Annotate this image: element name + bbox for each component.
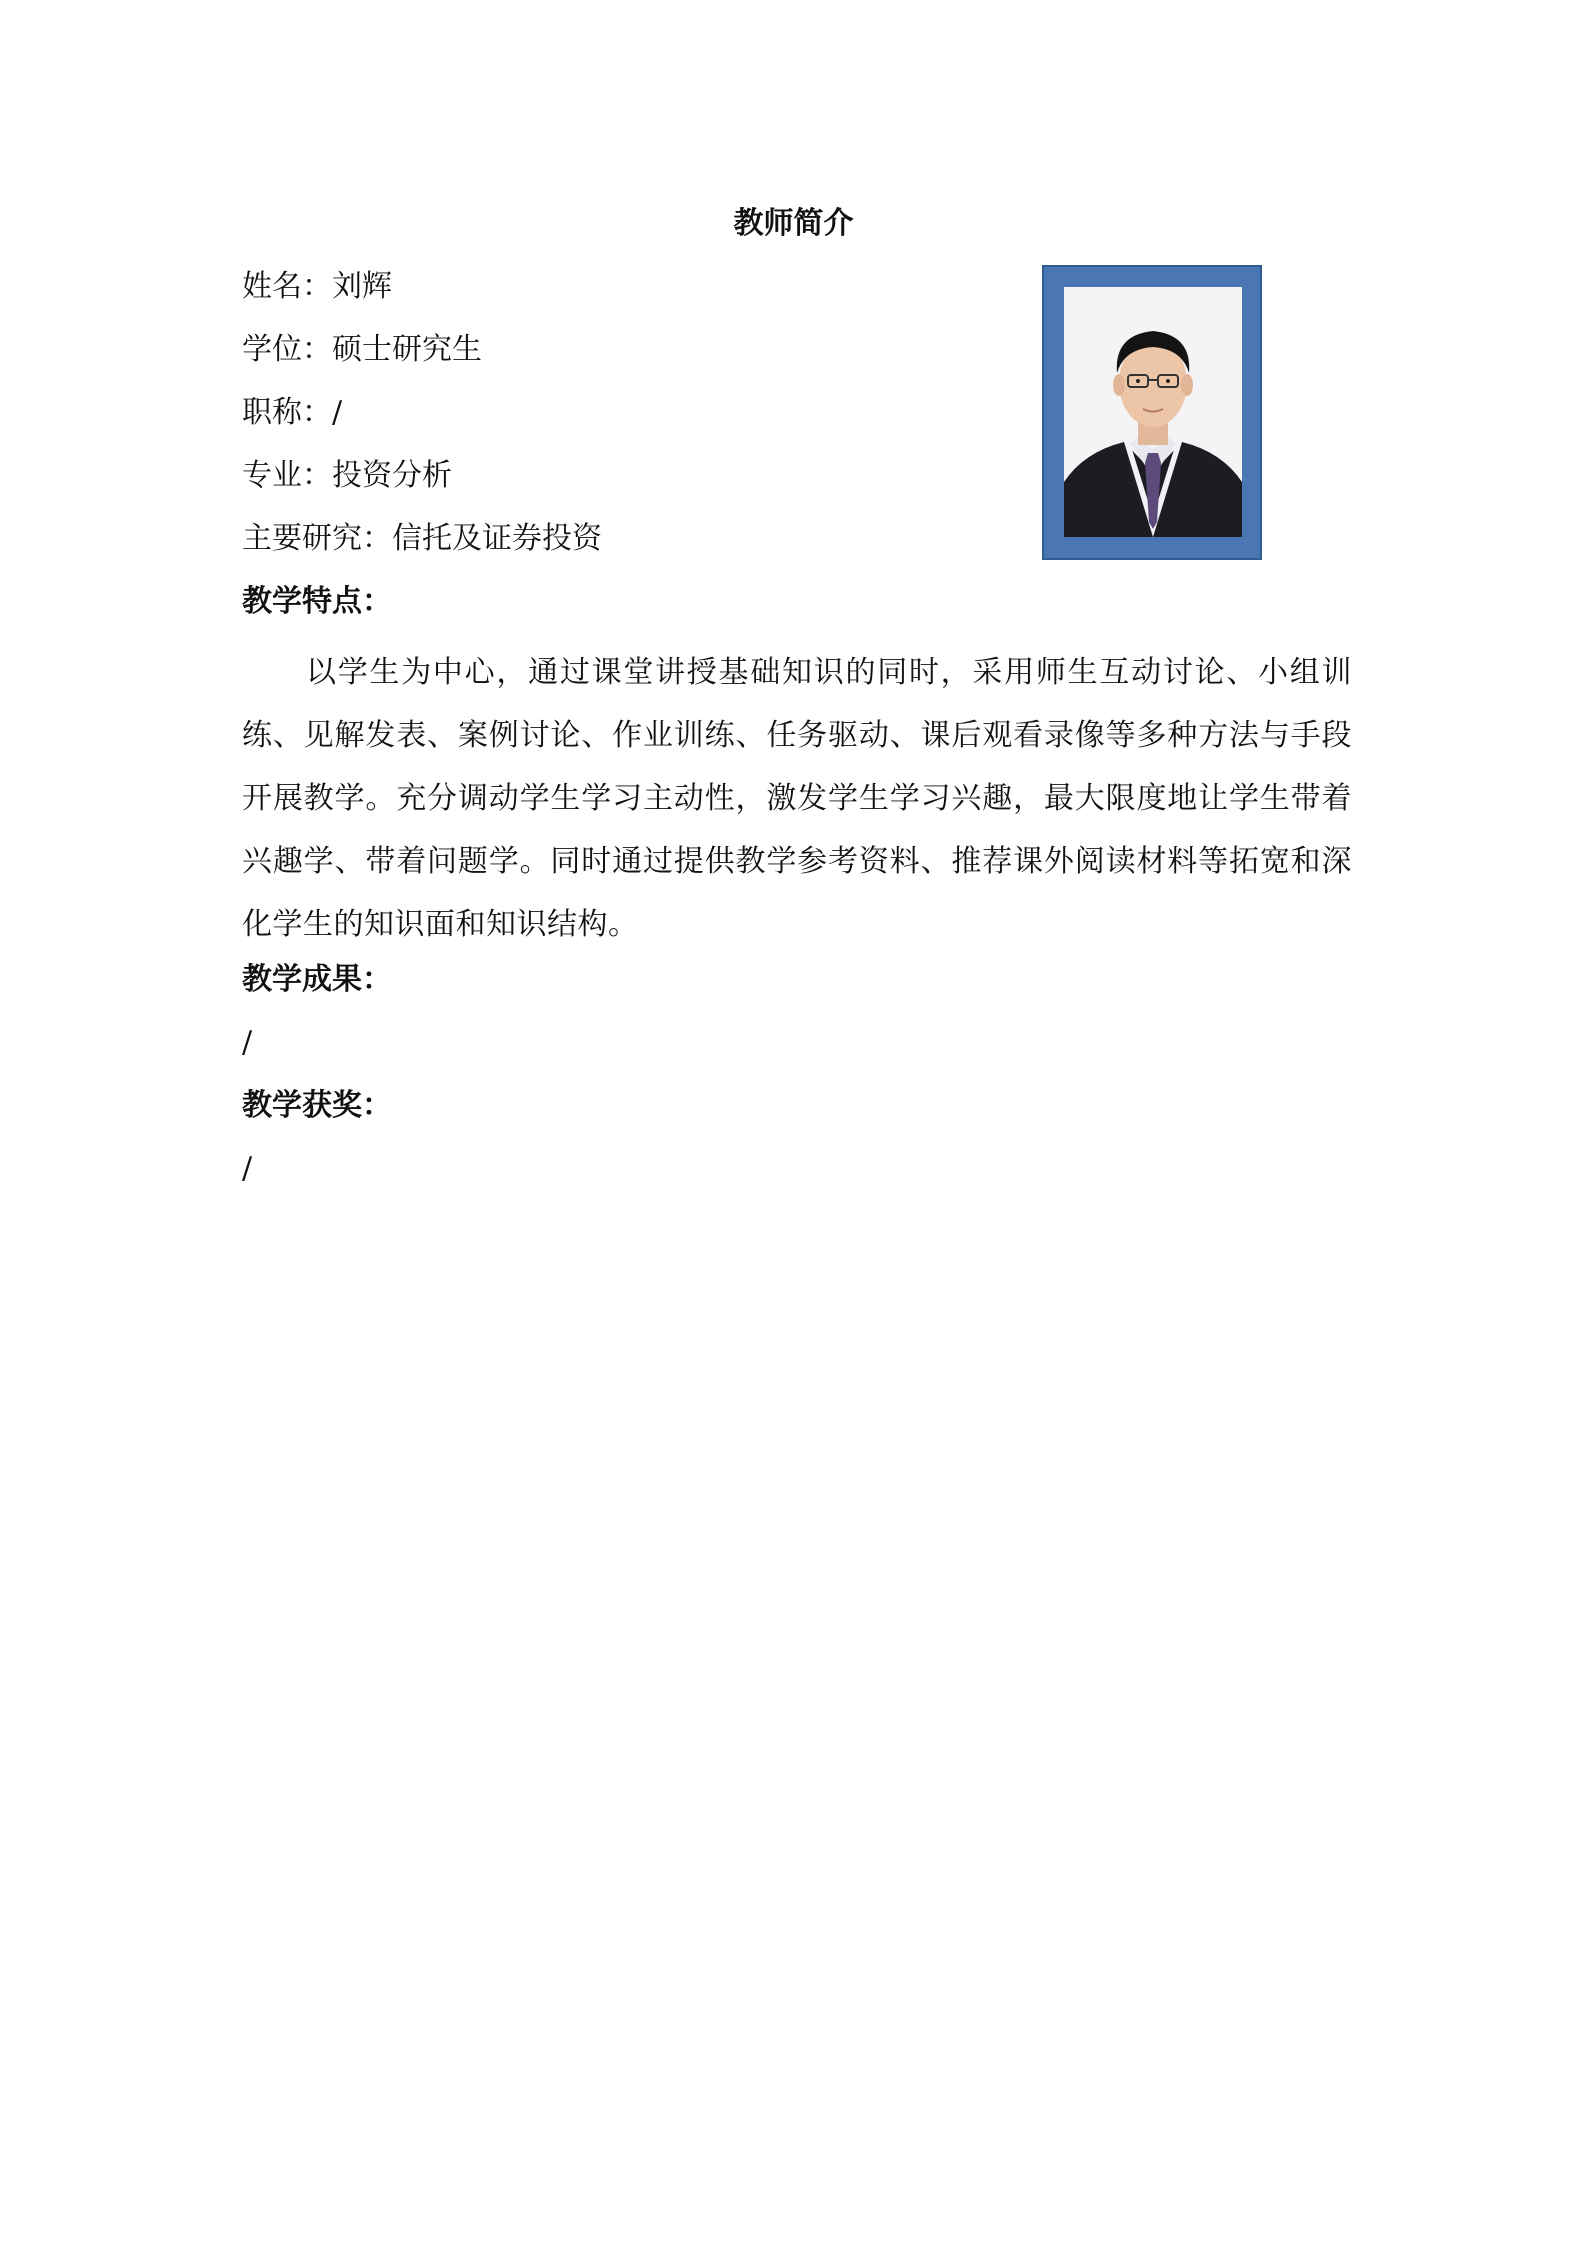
teacher-rank: 职称：/ [242,395,343,430]
teaching-awards-heading: 教学获奖： [242,1088,392,1123]
teacher-name: 姓名：刘辉 [242,269,392,304]
teacher-photo [1042,265,1262,560]
teacher-degree: 学位：硕士研究生 [242,332,482,367]
teaching-results-text: / [242,1025,253,1060]
portrait-image [1064,287,1242,537]
page-title: 教师简介 [733,206,854,241]
teaching-features-text: 以学生为中心，通过课堂讲授基础知识的同时，采用师生互动讨论、小组训练、见解发表、案例讨论、作业训练、任务驱动、课后观看录像等多种方法与手段开展教学。充分调动学生学习主动性，激发学生学习兴趣，最大限度地让学生带着兴趣学、带着问题学。同时通过提供教学参考资料、推荐课外阅读材料等拓宽和深化学生的知识面和知识结构。 [242,655,1352,942]
teacher-research: 主要研究：信托及证券投资 [242,521,602,556]
teacher-major: 专业：投资分析 [242,458,452,493]
teaching-features-heading: 教学特点： [242,584,392,619]
teaching-awards-text: / [242,1151,253,1186]
teaching-results-heading: 教学成果： [242,962,392,997]
